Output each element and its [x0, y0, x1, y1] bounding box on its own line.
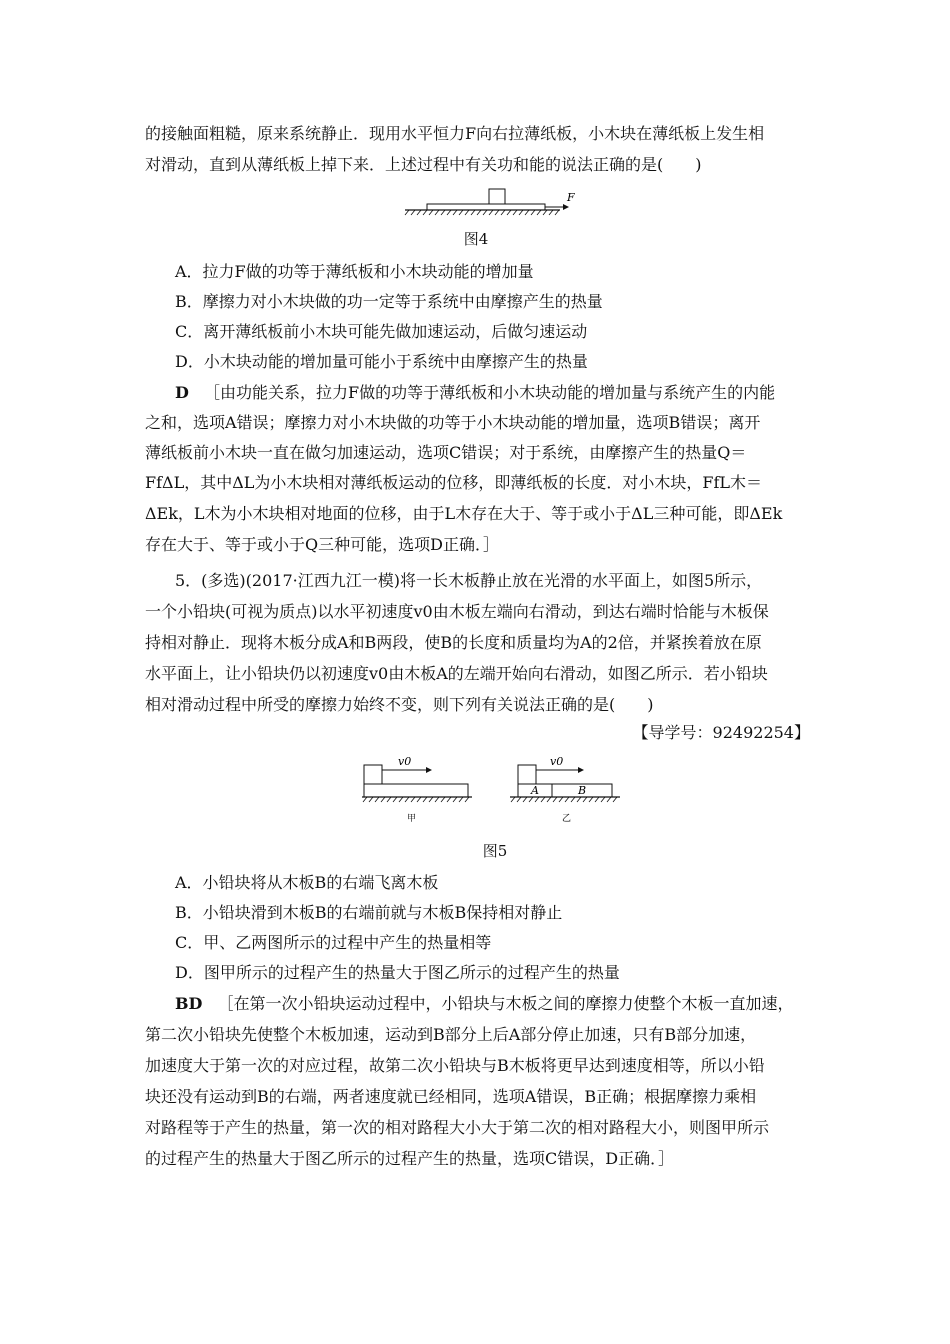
q4-analysis-line-4: FfΔL，其中ΔL为小木块相对薄纸板运动的位移，即薄纸板的长度．对小木块，FfL木＝: [145, 473, 763, 492]
force-label: F: [567, 191, 575, 204]
q4-answer-key: D: [175, 383, 189, 402]
thin-paper-board: [427, 204, 545, 210]
q4-analysis-line-1: [175, 383, 840, 403]
q5-analysis-line-4: 块还没有运动到B的右端，两者速度就已经相同，选项A错误，B正确；根据摩擦力乘相: [145, 1087, 757, 1106]
board-a-label: A: [531, 784, 539, 797]
q5-option-b: B．小铅块滑到木板B的右端前就与木板B保持相对静止: [175, 903, 563, 922]
q4-analysis-line-3: 薄纸板前小木块一直在做匀加速运动，选项C错误；对于系统，由摩擦产生的热量Q＝: [145, 443, 747, 462]
lead-block: [364, 765, 382, 784]
q5-option-d: D．图甲所示的过程产生的热量大于图乙所示的过程产生的热量: [175, 963, 620, 982]
long-board: [364, 784, 468, 797]
q5-answer-key: BD: [175, 994, 203, 1013]
q4-analysis-text: ［由功能关系，拉力F做的功等于薄纸板和小木块动能的增加量与系统产生的内能: [203, 383, 776, 402]
lead-block: [518, 765, 536, 784]
q5-analysis-line-6: 的过程产生的热量大于图乙所示的过程产生的热量，选项C错误，D正确．］: [145, 1149, 675, 1168]
board-b-label: B: [578, 784, 587, 797]
q4-analysis-line-2: 之和，选项A错误；摩擦力对小木块做的功等于小木块动能的增加量，选项B错误；离开: [145, 413, 761, 432]
q5-stem-line-5: 相对滑动过程中所受的摩擦力始终不变，则下列有关说法正确的是( ): [145, 695, 654, 714]
q5-option-c: C．甲、乙两图所示的过程中产生的热量相等: [175, 933, 492, 952]
q5-analysis-line-2: 第二次小铅块先使整个木板加速，运动到B部分上后A部分停止加速，只有B部分加速，: [145, 1025, 757, 1044]
figure-5-diagram-yi: [510, 757, 630, 827]
q5-stem-line-2: 一个小铅块(可视为质点)以水平初速度v0由木板左端向右滑动，到达右端时恰能与木板保: [145, 602, 769, 621]
q4-stem-line-1: 的接触面粗糙，原来系统静止．现用水平恒力F向右拉薄纸板，小木块在薄纸板上发生相: [145, 124, 765, 143]
q4-option-b: B．摩擦力对小木块做的功一定等于系统中由摩擦产生的热量: [175, 292, 603, 311]
figure-5-diagram-jia: [362, 757, 482, 827]
velocity-label: v0: [550, 755, 564, 768]
q5-stem-line-3: 持相对静止．现将木板分成A和B两段，使B的长度和质量均为A的2倍，并紧挨着放在原: [145, 633, 762, 652]
q5-option-a: A．小铅块将从木板B的右端飞离木板: [175, 873, 439, 892]
q5-analysis-line-1: [175, 994, 840, 1014]
q5-stem-line-4: 水平面上，让小铅块仍以初速度v0由木板A的左端开始向右滑动，如图乙所示．若小铅块: [145, 664, 768, 683]
small-wood-block: [489, 189, 505, 204]
guide-number: 【导学号：92492254】: [632, 723, 810, 742]
q5-analysis-line-5: 对路程等于产生的热量，第一次的相对路程大小大于第二次的相对路程大小，则图甲所示: [145, 1118, 770, 1137]
velocity-label: v0: [398, 755, 412, 768]
figure-5-right-label: 乙: [562, 814, 572, 824]
figure-4-caption: 图4: [463, 230, 489, 248]
figure-5-left-label: 甲: [407, 814, 417, 824]
q4-stem-line-2: 对滑动，直到从薄纸板上掉下来．上述过程中有关功和能的说法正确的是( ): [145, 155, 702, 174]
q5-analysis-line-3: 加速度大于第一次的对应过程，故第二次小铅块与B木板将更早达到速度相等，所以小铅: [145, 1056, 765, 1075]
q4-analysis-line-6: 存在大于、等于或小于Q三种可能，选项D正确．］: [145, 535, 499, 554]
q5-analysis-text: ［在第一次小铅块运动过程中，小铅块与木板之间的摩擦力使整个木板一直加速，: [217, 994, 794, 1013]
q5-stem-line-1: 5．(多选)(2017·江西九江一模)将一长木板静止放在光滑的水平面上，如图5所示，: [175, 571, 763, 590]
q4-option-c: C．离开薄纸板前小木块可能先做加速运动，后做匀速运动: [175, 322, 588, 341]
figure-4-diagram: [405, 186, 585, 216]
figure-5-caption: 图5: [482, 842, 508, 860]
q4-analysis-line-5: ΔEk，L木为小木块相对地面的位移，由于L木存在大于、等于或小于ΔL三种可能，即ΔEk: [145, 504, 783, 523]
q4-option-a: A．拉力F做的功等于薄纸板和小木块动能的增加量: [175, 262, 534, 281]
q4-option-d: D．小木块动能的增加量可能小于系统中由摩擦产生的热量: [175, 352, 588, 371]
